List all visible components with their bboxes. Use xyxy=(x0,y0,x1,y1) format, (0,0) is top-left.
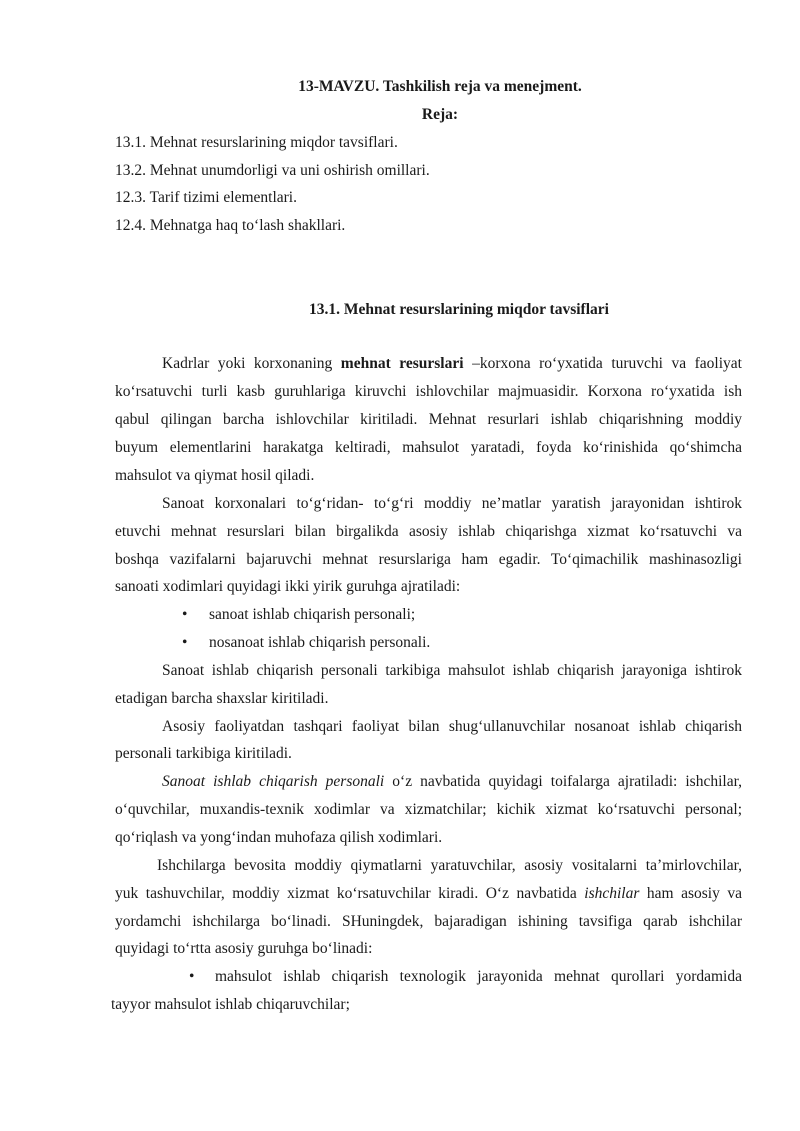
paragraph-line: sanoati xodimlari quyidagi ikki yirik guruhga ajratiladi: xyxy=(115,578,461,595)
paragraph-line: Sanoat korxonalari to‘g‘ridan- to‘g‘ri moddiy ne’matlar yaratish jarayonidan ishtirok xyxy=(162,495,742,512)
paragraph-line: ko‘rsatuvchi turli kasb guruhlariga kiruvchi ishlovchilar majmuasidir. Korxona ro‘yxatida ish xyxy=(115,383,742,400)
paragraph-line: Kadrlar yoki korxonaning mehnat resurslari –korxona ro‘yxatida turuvchi va faoliyat xyxy=(162,355,742,372)
bullet-icon: • xyxy=(189,968,195,985)
paragraph-line: o‘quvchilar, muxandis-texnik xodimlar va xizmatchilar; kichik xizmat ko‘rsatuvchi personal; xyxy=(115,801,742,818)
topic-title: 13-MAVZU. Tashkilish reja va menejment. xyxy=(298,78,582,95)
plan-item: 12.4. Mehnatga haq to‘lash shakllari. xyxy=(115,217,346,234)
paragraph-line: boshqa vazifalarni bajaruvchi mehnat resurslariga ham egadir. To‘qimachilik mashinasozligi xyxy=(115,551,742,568)
bullet-icon: • xyxy=(182,606,188,623)
bullet-item: mahsulot ishlab chiqarish texnologik jarayonida mehnat qurollari yordamida xyxy=(215,968,742,985)
paragraph-line: Sanoat ishlab chiqarish personali o‘z navbatida quyidagi toifalarga ajratiladi: ishchilar, xyxy=(162,773,742,790)
term-sanoat-personali: Sanoat ishlab chiqarish personali xyxy=(162,773,385,790)
paragraph-line: etadigan barcha shaxslar kiritiladi. xyxy=(115,690,329,707)
paragraph-line: qabul qilingan barcha ishlovchilar kiritiladi. Mehnat resurlari ishlab chiqarishning moddiy xyxy=(115,411,742,428)
paragraph-line: Sanoat ishlab chiqarish personali tarkibiga mahsulot ishlab chiqarish jarayoniga ishtirok xyxy=(162,662,742,679)
paragraph-line: yordamchi ishchilarga bo‘linadi. SHuningdek, bajaradigan ishining tavsifiga qarab ishchilar xyxy=(115,913,742,930)
paragraph-line: yuk tashuvchilar, moddiy xizmat ko‘rsatuvchilar kiradi. O‘z navbatida ishchilar ham asosiy va xyxy=(115,885,742,902)
paragraph-line: mahsulot va qiymat hosil qiladi. xyxy=(115,467,315,484)
plan-item: 13.2. Mehnat unumdorligi va uni oshirish omillari. xyxy=(115,162,430,179)
plan-item: 12.3. Tarif tizimi elementlari. xyxy=(115,189,297,206)
paragraph-line: Asosiy faoliyatdan tashqari faoliyat bilan shug‘ullanuvchilar nosanoat ishlab chiqarish xyxy=(162,718,742,735)
bullet-item: nosanoat ishlab chiqarish personali. xyxy=(209,634,431,651)
paragraph-line: personali tarkibiga kiritiladi. xyxy=(115,745,292,762)
paragraph-line: Ishchilarga bevosita moddiy qiymatlarni yaratuvchilar, asosiy vositalarni ta’mirlovchilar, xyxy=(157,857,742,874)
paragraph-line: etuvchi mehnat resurslari bilan birgalikda asosiy ishlab chiqarishga xizmat ko‘rsatuvchi va xyxy=(115,523,742,540)
paragraph-line: quyidagi to‘rtta asosiy guruhga bo‘linadi: xyxy=(115,940,373,957)
term-ishchilar: ishchilar xyxy=(584,885,640,902)
bullet-icon: • xyxy=(182,634,188,651)
plan-item: 13.1. Mehnat resurslarining miqdor tavsiflari. xyxy=(115,134,398,151)
term-mehnat-resurslari: mehnat resurslari xyxy=(340,355,464,372)
plan-label: Reja: xyxy=(421,106,459,123)
bullet-item-continuation: tayyor mahsulot ishlab chiqaruvchilar; xyxy=(111,996,350,1013)
section-title: 13.1. Mehnat resurslarining miqdor tavsiflari xyxy=(309,301,609,318)
bullet-item: sanoat ishlab chiqarish personali; xyxy=(209,606,416,623)
paragraph-line: buyum elementlarini harakatga keltiradi, mahsulot yaratadi, foyda ko‘rinishida qo‘shimcha xyxy=(115,439,742,456)
paragraph-line: qo‘riqlash va yong‘indan muhofaza qilish xodimlari. xyxy=(115,829,443,846)
